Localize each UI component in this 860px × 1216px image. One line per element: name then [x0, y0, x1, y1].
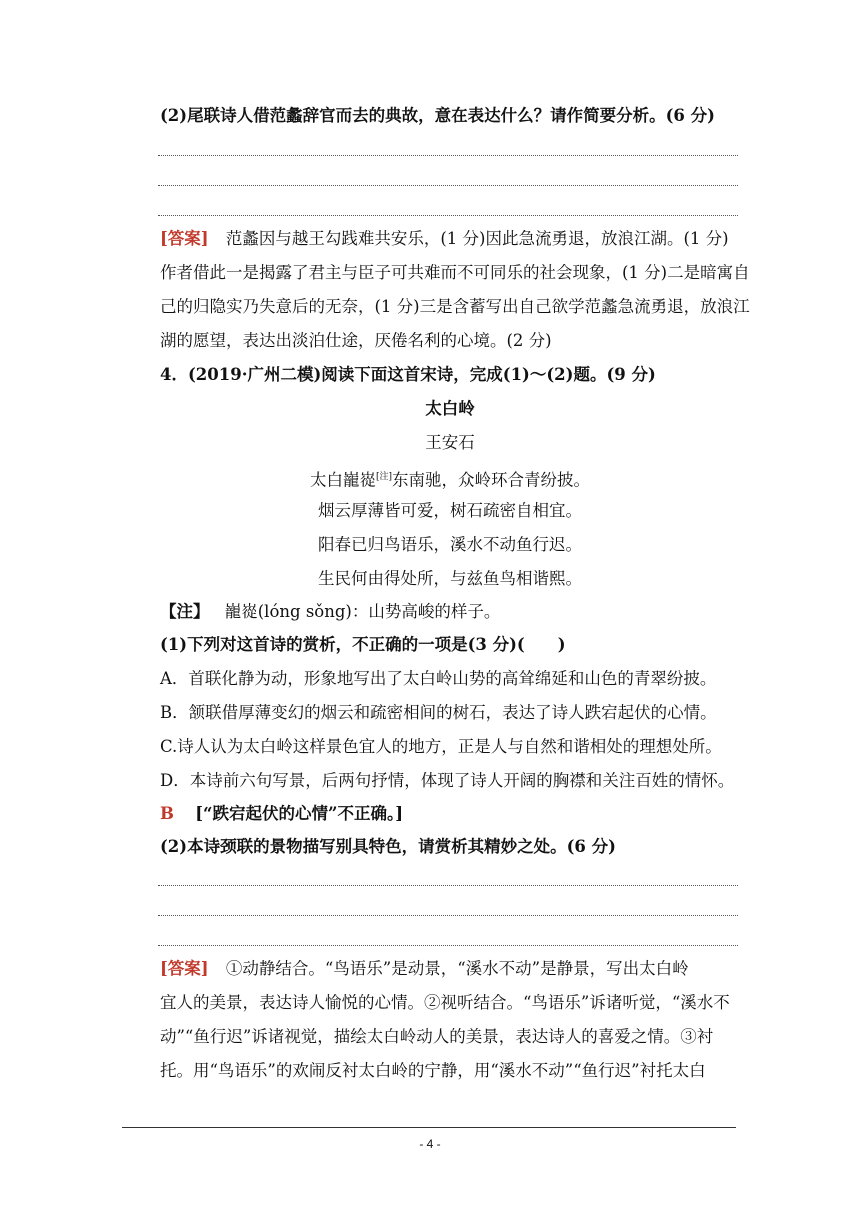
answer-line: 湖的愿望，表达出淡泊仕途，厌倦名利的心境。(2 分): [160, 331, 552, 350]
answer-text: 范蠡因与越王勾践难共安乐，(1 分)因此急流勇退，放浪江湖。(1 分): [225, 229, 729, 248]
poem-note: [160, 601, 740, 623]
answer-blank-line: [158, 185, 738, 186]
answer-blank-line: [158, 155, 738, 156]
poem-line: 烟云厚薄皆可爱，树石疏密自相宜。: [318, 501, 582, 520]
answer-text: ①动静结合。“鸟语乐”是动景，“溪水不动”是静景，写出太白岭: [225, 959, 689, 978]
poem-title: 太白岭: [425, 399, 475, 418]
subquestion-2: (2)本诗颈联的景物描写别具特色，请赏析其精妙之处。(6 分): [160, 837, 616, 856]
poem-line: 阳春已归鸟语乐，溪水不动鱼行迟。: [318, 535, 582, 554]
answer-blank-line: [158, 885, 738, 886]
answer-line: 宜人的美景，表达诗人愉悦的心情。②视听结合。“鸟语乐”诉诸听觉，“溪水不: [160, 993, 730, 1012]
answer-line: 作者借此一是揭露了君主与臣子可共难而不可同乐的社会现象，(1 分)二是暗寓自: [160, 263, 750, 282]
answer-line: 己的归隐实乃失意后的无奈，(1 分)三是含蓄写出自己欲学范蠡急流勇退，放浪江: [160, 297, 750, 316]
subquestion-1: (1)下列对这首诗的赏析，不正确的一项是(3 分)( ): [160, 635, 566, 654]
answer-blank-line: [158, 915, 738, 916]
poem-line-text: 东南驰，众岭环合青纷披。: [392, 470, 591, 490]
answer-line: [160, 228, 740, 250]
answer-blank-line: [158, 945, 738, 946]
answer-key: [160, 803, 740, 825]
option-c: C.诗人认为太白岭这样景色宜人的地方，正是人与自然和谐相处的理想处所。: [160, 737, 722, 756]
answer-tag: [答案]: [160, 959, 209, 978]
answer-line: [160, 958, 740, 980]
option-b: B．颔联借厚薄变幻的烟云和疏密相间的树石，表达了诗人跌宕起伏的心情。: [160, 703, 717, 722]
poem-line: [160, 466, 740, 492]
question-4-heading: 4．(2019·广州二模)阅读下面这首宋诗，完成(1)～(2)题。(9 分): [160, 365, 656, 384]
answer-blank-line: [158, 215, 738, 216]
note-marker: [注]: [375, 472, 393, 482]
option-d: D．本诗前六句写景，后两句抒情，体现了诗人开阔的胸襟和关注百姓的情怀。: [160, 771, 735, 790]
poem-author: 王安石: [425, 433, 475, 452]
poem-line-text: 太白巃嵸: [309, 470, 376, 490]
note-text: 巃嵸(lóng sǒng)：山势高峻的样子。: [224, 602, 501, 621]
page-number: - 4 -: [419, 1137, 441, 1151]
question-2-prompt: (2)尾联诗人借范蠡辞官而去的典故，意在表达什么？请作简要分析。(6 分): [160, 106, 715, 125]
poem-line: 生民何由得处所，与兹鱼鸟相谐熙。: [318, 569, 582, 588]
option-a: A．首联化静为动，形象地写出了太白岭山势的高耸绵延和山色的青翠纷披。: [160, 669, 717, 688]
note-label: 【注】: [160, 602, 210, 621]
answer-line: 托。用“鸟语乐”的欢闹反衬太白岭的宁静，用“溪水不动”“鱼行迟”衬托太白: [160, 1061, 706, 1080]
answer-tag: [答案]: [160, 229, 209, 248]
answer-line: 动”“鱼行迟”诉诸视觉，描绘太白岭动人的美景，表达诗人的喜爱之情。③衬: [160, 1027, 714, 1046]
answer-key-explanation: [“跌宕起伏的心情”不正确。]: [195, 804, 404, 823]
footer-divider: [122, 1127, 736, 1128]
answer-key-letter: B: [160, 804, 174, 823]
